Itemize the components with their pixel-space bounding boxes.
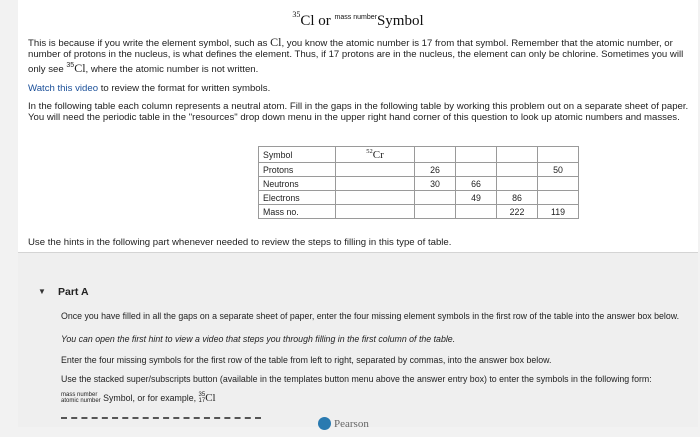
given-symbol-element: Cr	[372, 149, 384, 161]
part-line-1: Once you have filled in all the gaps on a separate sheet of paper, enter the four missing element symbols in the first row of the table into the answer box below.	[61, 311, 680, 321]
example-atomic: 17	[198, 398, 206, 404]
table-cell: 66	[456, 177, 497, 191]
table-instructions: In the following table each column represents a neutral atom. Fill in the gaps in the following table by working this problem out on a separate sheet of paper. You will need the periodic table in the "resources" drop down menu in the upper right hand corner of this question to look up atomic numbers and masses.	[28, 101, 689, 123]
table-cell	[497, 163, 538, 177]
table-cell: 222	[497, 205, 538, 219]
part-a-title[interactable]: Part A	[58, 286, 89, 298]
table-cell	[538, 191, 579, 205]
video-text: to review the format for written symbols.	[98, 83, 271, 94]
table-row-electrons	[259, 191, 579, 205]
table-cell	[336, 205, 415, 219]
row-label-symbol: Symbol	[259, 147, 336, 163]
table-cell	[415, 205, 456, 219]
hints-note: Use the hints in the following part whenever needed to review the steps to filling in this type of table.	[28, 237, 452, 248]
table-cell: 49	[456, 191, 497, 205]
form-mass-number: mass number	[61, 392, 98, 398]
header-element: Cl	[300, 13, 315, 29]
symbol-cell-3	[456, 147, 497, 163]
cutoff-divider	[61, 417, 261, 419]
collapse-chevron-icon[interactable]: ▼	[38, 287, 46, 296]
row-label-protons: Protons	[259, 163, 336, 177]
notation-header	[18, 10, 698, 30]
row-label-neutrons: Neutrons	[259, 177, 336, 191]
part-line-2: You can open the first hint to view a video that steps you through filling in the first column of the table.	[61, 334, 456, 344]
explanation-text-2: , you know the atomic number is 17 from that symbol. Remember that the atomic number, or number of protons in the nucleus, is what defines the element. Thus, if 17 protons are in the nucleus, the element can only be chlorine. Sometimes you will only see	[28, 38, 684, 75]
table-cell: 50	[538, 163, 579, 177]
given-symbol-mass: 52	[366, 148, 373, 155]
mass-superscript: 35	[292, 10, 301, 19]
pearson-logo	[318, 417, 408, 437]
pearson-brand-text: Pearson	[334, 418, 369, 430]
form-stack	[61, 392, 101, 404]
row-label-mass: Mass no.	[259, 205, 336, 219]
table-cell	[336, 177, 415, 191]
element-symbol-inline: Cl	[270, 35, 282, 49]
table-cell	[415, 191, 456, 205]
symbol-cell-2	[415, 147, 456, 163]
table-cell	[538, 177, 579, 191]
table-row-mass	[259, 205, 579, 219]
inline-mass-sup: 35	[66, 62, 75, 69]
element-symbol-inline-2: Cl	[74, 61, 86, 75]
table-cell	[336, 163, 415, 177]
table-cell: 119	[538, 205, 579, 219]
header-mass-number-label: mass number	[334, 14, 377, 21]
part-a-panel	[18, 252, 698, 430]
header-symbol-word: Symbol	[376, 13, 424, 29]
header-or: or	[318, 13, 331, 29]
table-row-protons	[259, 163, 579, 177]
table-row-neutrons	[259, 177, 579, 191]
atom-table	[258, 146, 579, 219]
explanation-text-1: This is because if you write the element symbol, such as	[28, 38, 268, 49]
table-cell: 30	[415, 177, 456, 191]
part-line-3: Enter the four missing symbols for the first row of the table from left to right, separated by commas, into the answer box below.	[61, 355, 552, 365]
example-mass: 35	[198, 392, 206, 398]
explanation-paragraph	[28, 37, 694, 75]
problem-content	[18, 0, 698, 252]
symbol-cell-5	[538, 147, 579, 163]
watch-video-link[interactable]: Watch this video	[28, 83, 99, 94]
form-atomic-number: atomic number	[61, 398, 101, 404]
example-element: Cl	[205, 392, 216, 404]
table-cell: 26	[415, 163, 456, 177]
explanation-text-3: , where the atomic number is not written.	[85, 64, 259, 75]
table-row-symbol	[259, 147, 579, 163]
table-cell: 86	[497, 191, 538, 205]
pearson-logo-icon	[318, 417, 331, 430]
part-line-4: Use the stacked super/subscripts button (available in the templates button menu above the answer entry box) to enter the symbols in the following form:	[61, 374, 652, 384]
given-symbol-cell	[336, 147, 415, 163]
symbol-cell-4	[497, 147, 538, 163]
table-cell	[456, 205, 497, 219]
row-label-electrons: Electrons	[259, 191, 336, 205]
video-paragraph	[28, 83, 694, 94]
form-symbol-text: Symbol, or for example,	[103, 393, 197, 403]
table-cell	[497, 177, 538, 191]
table-cell	[456, 163, 497, 177]
symbol-form-example	[61, 392, 691, 404]
table-cell	[336, 191, 415, 205]
